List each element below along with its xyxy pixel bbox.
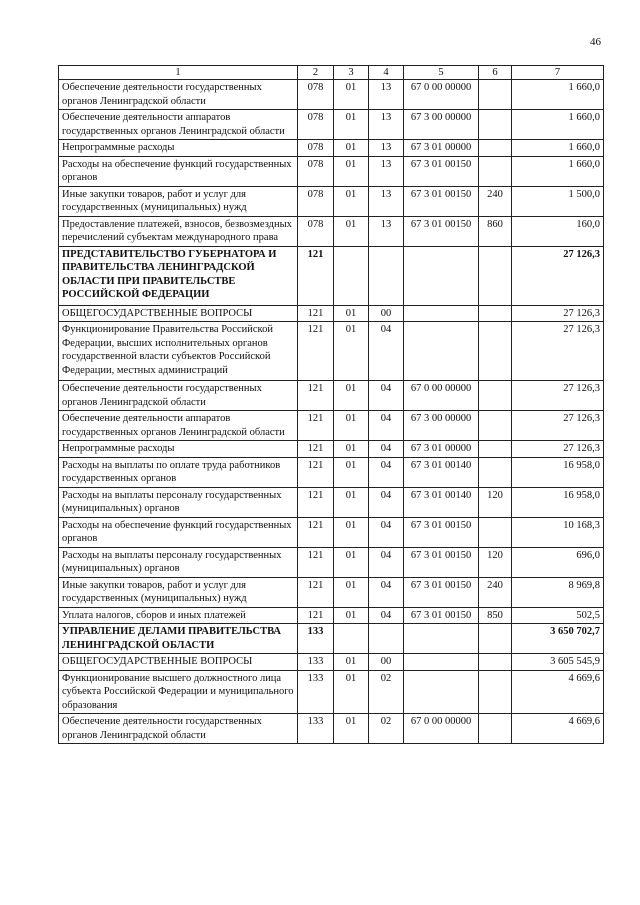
amount-cell: 10 168,3 (512, 517, 604, 547)
table-row (59, 457, 604, 487)
code-cell: 133 (298, 624, 334, 654)
header-cell: 1 (59, 66, 298, 80)
row-name-cell: Функционирование Правительства Российской Федерации, высших исполнительных органов государственной власти субъектов Российской Федерации, местных администраций (59, 322, 298, 381)
amount-cell: 1 660,0 (512, 156, 604, 186)
expense-type-cell (479, 246, 512, 305)
expense-type-cell (479, 517, 512, 547)
expense-type-cell (479, 441, 512, 458)
header-cell: 6 (479, 66, 512, 80)
table-row (59, 624, 604, 654)
target-article-cell (404, 305, 479, 322)
table-row (59, 110, 604, 140)
header-cell: 2 (298, 66, 334, 80)
table-row (59, 216, 604, 246)
target-article-cell: 67 3 01 00150 (404, 216, 479, 246)
expense-type-cell: 240 (479, 577, 512, 607)
amount-cell: 4 669,6 (512, 670, 604, 714)
code-cell: 078 (298, 186, 334, 216)
table-row (59, 670, 604, 714)
amount-cell: 27 126,3 (512, 411, 604, 441)
expense-type-cell (479, 654, 512, 671)
amount-cell: 502,5 (512, 607, 604, 624)
section-cell: 01 (334, 411, 369, 441)
subsection-cell: 13 (369, 216, 404, 246)
section-cell: 01 (334, 577, 369, 607)
subsection-cell: 04 (369, 441, 404, 458)
expense-type-cell (479, 80, 512, 110)
subsection-cell: 04 (369, 487, 404, 517)
target-article-cell: 67 3 01 00150 (404, 186, 479, 216)
code-cell: 121 (298, 487, 334, 517)
code-cell: 133 (298, 654, 334, 671)
code-cell: 121 (298, 246, 334, 305)
code-cell: 121 (298, 305, 334, 322)
section-cell: 01 (334, 517, 369, 547)
section-cell: 01 (334, 156, 369, 186)
table-row (59, 246, 604, 305)
section-cell: 01 (334, 381, 369, 411)
expense-type-cell (479, 156, 512, 186)
row-name-cell: УПРАВЛЕНИЕ ДЕЛАМИ ПРАВИТЕЛЬСТВА ЛЕНИНГРАДСКОЙ ОБЛАСТИ (59, 624, 298, 654)
target-article-cell (404, 654, 479, 671)
code-cell: 121 (298, 457, 334, 487)
table-row (59, 322, 604, 381)
amount-cell: 3 650 702,7 (512, 624, 604, 654)
subsection-cell: 13 (369, 156, 404, 186)
amount-cell: 1 660,0 (512, 80, 604, 110)
target-article-cell: 67 3 01 00150 (404, 517, 479, 547)
section-cell (334, 624, 369, 654)
target-article-cell (404, 624, 479, 654)
table-row (59, 487, 604, 517)
row-name-cell: Расходы на выплаты персоналу государственных (муниципальных) органов (59, 547, 298, 577)
row-name-cell: ОБЩЕГОСУДАРСТВЕННЫЕ ВОПРОСЫ (59, 305, 298, 322)
table-row (59, 411, 604, 441)
row-name-cell: Функционирование высшего должностного лица субъекта Российской Федерации и муниципального образования (59, 670, 298, 714)
row-name-cell: Обеспечение деятельности аппаратов государственных органов Ленинградской области (59, 110, 298, 140)
row-name-cell: Обеспечение деятельности государственных органов Ленинградской области (59, 714, 298, 744)
code-cell: 078 (298, 110, 334, 140)
expense-type-cell (479, 457, 512, 487)
code-cell: 121 (298, 517, 334, 547)
page-number: 46 (590, 36, 601, 48)
expense-type-cell (479, 411, 512, 441)
amount-cell: 696,0 (512, 547, 604, 577)
table-row (59, 547, 604, 577)
subsection-cell: 02 (369, 670, 404, 714)
expense-type-cell: 240 (479, 186, 512, 216)
subsection-cell: 13 (369, 80, 404, 110)
subsection-cell: 04 (369, 457, 404, 487)
target-article-cell: 67 3 01 00000 (404, 441, 479, 458)
subsection-cell: 04 (369, 322, 404, 381)
table-row (59, 441, 604, 458)
section-cell: 01 (334, 654, 369, 671)
target-article-cell: 67 3 01 00150 (404, 577, 479, 607)
row-name-cell: Расходы на выплаты по оплате труда работников государственных органов (59, 457, 298, 487)
subsection-cell: 00 (369, 305, 404, 322)
amount-cell: 1 660,0 (512, 140, 604, 157)
table-row (59, 517, 604, 547)
table-row (59, 305, 604, 322)
table-row (59, 654, 604, 671)
subsection-cell: 04 (369, 517, 404, 547)
code-cell: 133 (298, 714, 334, 744)
subsection-cell: 04 (369, 411, 404, 441)
subsection-cell: 13 (369, 186, 404, 216)
section-cell: 01 (334, 322, 369, 381)
section-cell: 01 (334, 305, 369, 322)
row-name-cell: Непрограммные расходы (59, 140, 298, 157)
section-cell: 01 (334, 80, 369, 110)
amount-cell: 1 660,0 (512, 110, 604, 140)
code-cell: 121 (298, 411, 334, 441)
subsection-cell (369, 246, 404, 305)
expense-type-cell (479, 305, 512, 322)
target-article-cell: 67 3 00 00000 (404, 110, 479, 140)
target-article-cell (404, 670, 479, 714)
amount-cell: 8 969,8 (512, 577, 604, 607)
expense-type-cell (479, 140, 512, 157)
target-article-cell: 67 3 01 00150 (404, 547, 479, 577)
amount-cell: 27 126,3 (512, 305, 604, 322)
code-cell: 121 (298, 577, 334, 607)
row-name-cell: Обеспечение деятельности государственных органов Ленинградской области (59, 80, 298, 110)
subsection-cell: 13 (369, 140, 404, 157)
expense-type-cell (479, 670, 512, 714)
code-cell: 121 (298, 322, 334, 381)
header-cell: 4 (369, 66, 404, 80)
subsection-cell: 04 (369, 607, 404, 624)
code-cell: 133 (298, 670, 334, 714)
target-article-cell: 67 3 01 00150 (404, 156, 479, 186)
amount-cell: 27 126,3 (512, 381, 604, 411)
target-article-cell: 67 3 00 00000 (404, 411, 479, 441)
amount-cell: 27 126,3 (512, 322, 604, 381)
code-cell: 121 (298, 381, 334, 411)
budget-table (58, 65, 604, 744)
section-cell: 01 (334, 670, 369, 714)
amount-cell: 3 605 545,9 (512, 654, 604, 671)
amount-cell: 16 958,0 (512, 457, 604, 487)
row-name-cell: Обеспечение деятельности государственных органов Ленинградской области (59, 381, 298, 411)
code-cell: 078 (298, 156, 334, 186)
amount-cell: 16 958,0 (512, 487, 604, 517)
section-cell: 01 (334, 547, 369, 577)
amount-cell: 160,0 (512, 216, 604, 246)
expense-type-cell (479, 322, 512, 381)
amount-cell: 4 669,6 (512, 714, 604, 744)
subsection-cell: 02 (369, 714, 404, 744)
row-name-cell: ПРЕДСТАВИТЕЛЬСТВО ГУБЕРНАТОРА И ПРАВИТЕЛЬСТВА ЛЕНИНГРАДСКОЙ ОБЛАСТИ ПРИ ПРАВИТЕЛЬСТВЕ РОССИЙСКОЙ ФЕДЕРАЦИИ (59, 246, 298, 305)
table-row (59, 577, 604, 607)
code-cell: 078 (298, 140, 334, 157)
target-article-cell (404, 246, 479, 305)
table-row (59, 140, 604, 157)
target-article-cell: 67 3 01 00140 (404, 487, 479, 517)
expense-type-cell (479, 110, 512, 140)
section-cell: 01 (334, 140, 369, 157)
subsection-cell: 13 (369, 110, 404, 140)
table-row (59, 381, 604, 411)
target-article-cell: 67 0 00 00000 (404, 80, 479, 110)
target-article-cell: 67 0 00 00000 (404, 381, 479, 411)
target-article-cell: 67 3 01 00000 (404, 140, 479, 157)
section-cell (334, 246, 369, 305)
header-cell: 7 (512, 66, 604, 80)
section-cell: 01 (334, 441, 369, 458)
target-article-cell: 67 3 01 00150 (404, 607, 479, 624)
table-row (59, 156, 604, 186)
code-cell: 121 (298, 547, 334, 577)
amount-cell: 1 500,0 (512, 186, 604, 216)
expense-type-cell: 860 (479, 216, 512, 246)
target-article-cell: 67 3 01 00140 (404, 457, 479, 487)
expense-type-cell: 120 (479, 487, 512, 517)
section-cell: 01 (334, 216, 369, 246)
subsection-cell: 04 (369, 577, 404, 607)
table-header-row (59, 66, 604, 80)
section-cell: 01 (334, 607, 369, 624)
row-name-cell: Расходы на обеспечение функций государственных органов (59, 156, 298, 186)
subsection-cell: 00 (369, 654, 404, 671)
subsection-cell: 04 (369, 547, 404, 577)
subsection-cell (369, 624, 404, 654)
row-name-cell: Уплата налогов, сборов и иных платежей (59, 607, 298, 624)
row-name-cell: ОБЩЕГОСУДАРСТВЕННЫЕ ВОПРОСЫ (59, 654, 298, 671)
table-row (59, 607, 604, 624)
expense-type-cell: 850 (479, 607, 512, 624)
row-name-cell: Непрограммные расходы (59, 441, 298, 458)
code-cell: 121 (298, 441, 334, 458)
row-name-cell: Обеспечение деятельности аппаратов государственных органов Ленинградской области (59, 411, 298, 441)
target-article-cell: 67 0 00 00000 (404, 714, 479, 744)
row-name-cell: Предоставление платежей, взносов, безвозмездных перечислений субъектам международного права (59, 216, 298, 246)
section-cell: 01 (334, 714, 369, 744)
table-row (59, 80, 604, 110)
section-cell: 01 (334, 186, 369, 216)
code-cell: 078 (298, 80, 334, 110)
header-cell: 3 (334, 66, 369, 80)
code-cell: 121 (298, 607, 334, 624)
row-name-cell: Расходы на обеспечение функций государственных органов (59, 517, 298, 547)
row-name-cell: Расходы на выплаты персоналу государственных (муниципальных) органов (59, 487, 298, 517)
expense-type-cell (479, 381, 512, 411)
table-row (59, 186, 604, 216)
expense-type-cell: 120 (479, 547, 512, 577)
amount-cell: 27 126,3 (512, 441, 604, 458)
section-cell: 01 (334, 110, 369, 140)
expense-type-cell (479, 624, 512, 654)
row-name-cell: Иные закупки товаров, работ и услуг для государственных (муниципальных) нужд (59, 186, 298, 216)
section-cell: 01 (334, 457, 369, 487)
code-cell: 078 (298, 216, 334, 246)
row-name-cell: Иные закупки товаров, работ и услуг для государственных (муниципальных) нужд (59, 577, 298, 607)
header-cell: 5 (404, 66, 479, 80)
subsection-cell: 04 (369, 381, 404, 411)
target-article-cell (404, 322, 479, 381)
expense-type-cell (479, 714, 512, 744)
amount-cell: 27 126,3 (512, 246, 604, 305)
table-row (59, 714, 604, 744)
section-cell: 01 (334, 487, 369, 517)
